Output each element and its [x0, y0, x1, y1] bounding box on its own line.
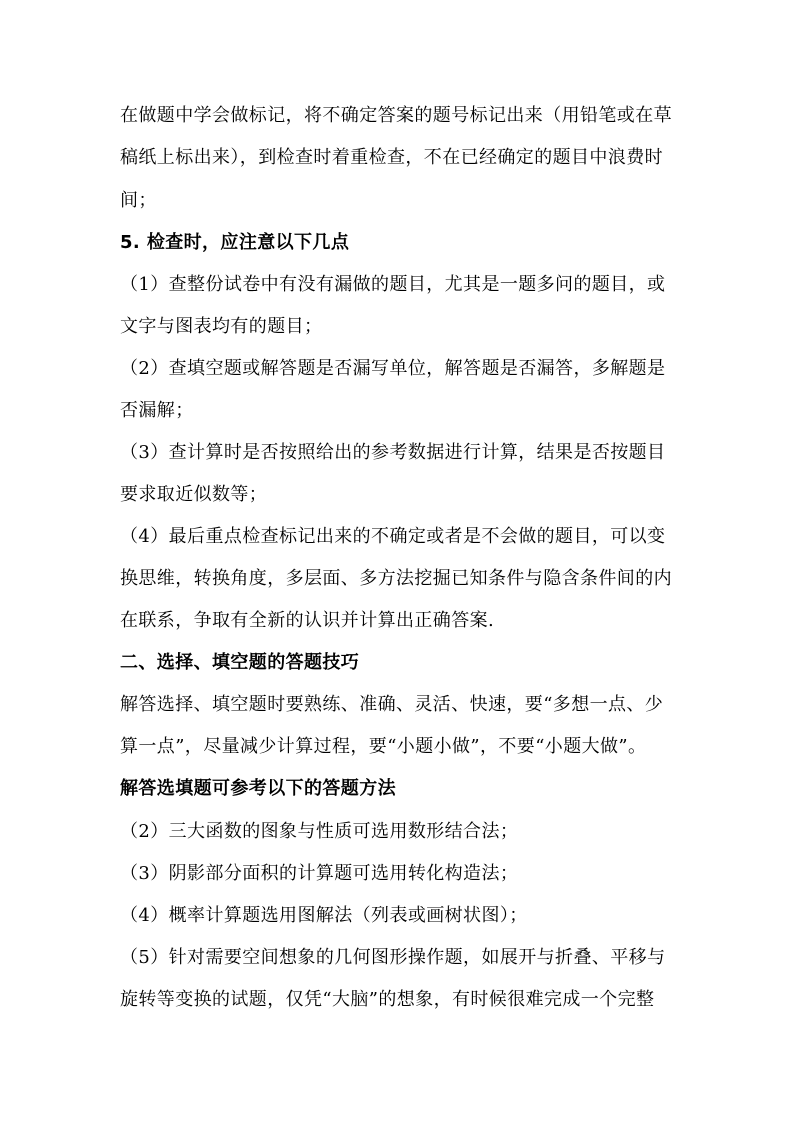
list-item-continuation: 要求取近似数等；: [120, 484, 268, 505]
list-item-continuation: 在联系，争取有全新的认识并计算出正确答案.: [120, 610, 495, 631]
list-item: （2）三大函数的图象与性质可选用数形结合法；: [120, 821, 519, 842]
list-item: （1）查整份试卷中有没有漏做的题目，尤其是一题多问的题目，或: [120, 274, 666, 295]
list-item: （3）查计算时是否按照给出的参考数据进行计算，结果是否按题目: [120, 442, 666, 463]
paragraph-line: 解答选择、填空题时要熟练、准确、灵活、快速，要“多想一点、少: [120, 694, 664, 715]
list-item-continuation: 旋转等变换的试题，仅凭“大脑”的想象，有时候很难完成一个完整: [120, 989, 655, 1010]
list-item-continuation: 否漏解；: [120, 400, 194, 421]
paragraph-line: 在做题中学会做标记，将不确定答案的题号标记出来（用铅笔或在草: [120, 105, 672, 126]
paragraph-line: 间；: [120, 190, 157, 211]
list-item: （4）最后重点检查标记出来的不确定或者是不会做的题目，可以变: [120, 526, 666, 547]
list-item: （5）针对需要空间想象的几何图形操作题，如展开与折叠、平移与: [120, 947, 666, 968]
section-heading: 5. 检查时，应注意以下几点: [120, 232, 350, 253]
list-item: （4）概率计算题选用图解法（列表或画树状图）；: [120, 905, 528, 926]
paragraph-line: 算一点”，尽量减少计算过程，要“小题小做”，不要“小题大做”。: [120, 736, 647, 757]
sub-heading: 解答选填题可参考以下的答题方法: [120, 778, 396, 799]
list-item: （2）查填空题或解答题是否漏写单位，解答题是否漏答，多解题是: [120, 358, 666, 379]
list-item-continuation: 换思维，转换角度，多层面、多方法挖掘已知条件与隐含条件间的内: [120, 568, 672, 589]
section-heading: 二、选择、填空题的答题技巧: [120, 652, 360, 673]
list-item-continuation: 文字与图表均有的题目；: [120, 316, 323, 337]
list-item: （3）阴影部分面积的计算题可选用转化构造法；: [120, 863, 519, 884]
paragraph-line: 稿纸上标出来），到检查时着重检查，不在已经确定的题目中浪费时: [120, 147, 663, 168]
